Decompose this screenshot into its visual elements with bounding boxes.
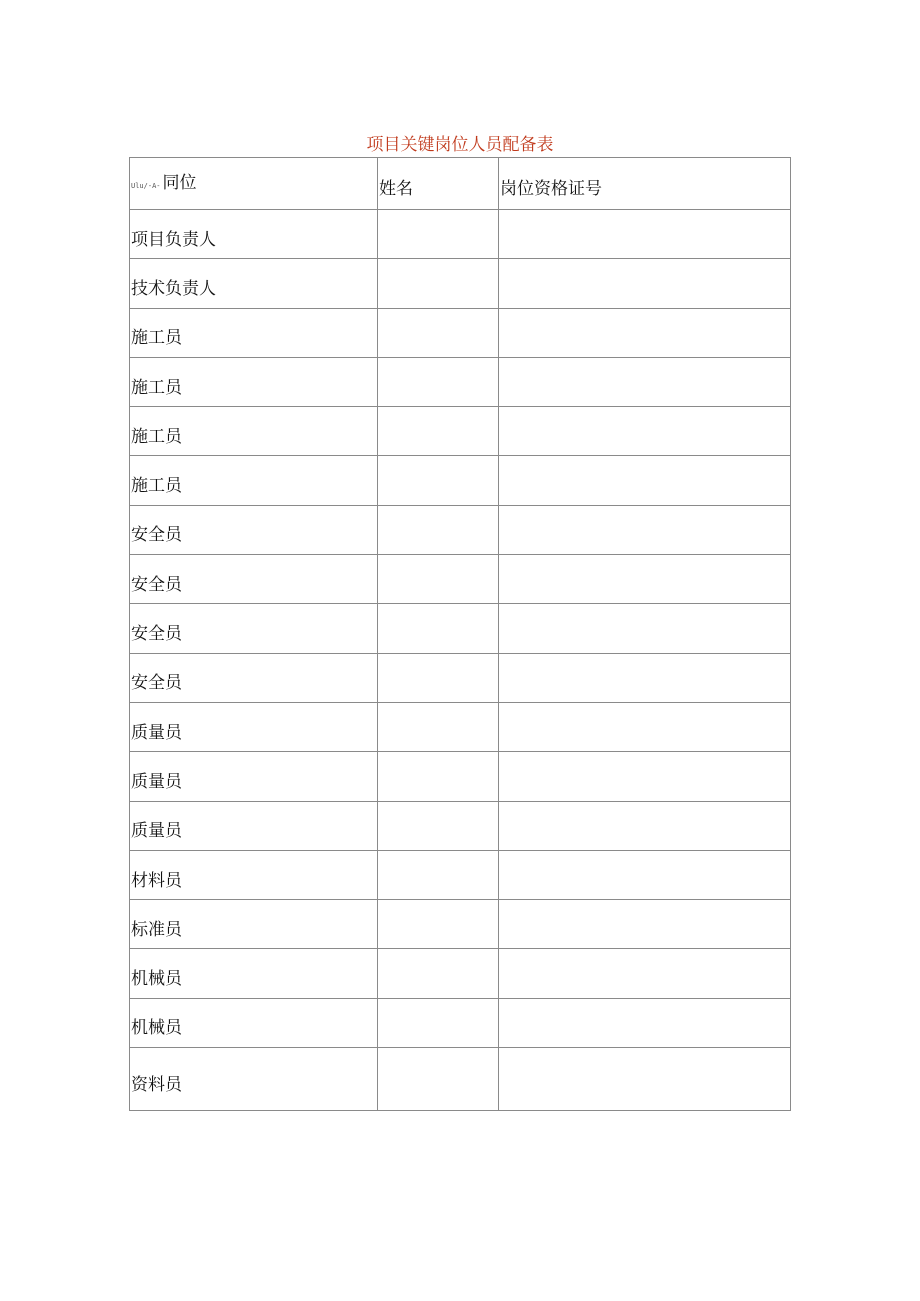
cert-cell[interactable]: [499, 357, 791, 406]
position-cell-text: 施工员: [131, 476, 182, 497]
name-cell[interactable]: [378, 456, 499, 505]
table-row: [130, 1048, 791, 1111]
header-cell-position: [130, 158, 378, 210]
position-cell-text: 材料员: [131, 870, 182, 891]
table-header-row: [130, 158, 791, 210]
name-cell[interactable]: [378, 210, 499, 259]
table-row: [130, 505, 791, 554]
header-position-label: 同位: [162, 173, 197, 193]
position-cell: [130, 604, 378, 653]
position-cell-text: 施工员: [131, 426, 182, 447]
header-prefix-text: Ulu/-A-: [131, 182, 161, 190]
cert-cell[interactable]: [499, 1048, 791, 1111]
cert-cell[interactable]: [499, 850, 791, 899]
table-row: [130, 210, 791, 259]
name-cell[interactable]: [378, 604, 499, 653]
cert-cell[interactable]: [499, 604, 791, 653]
cert-cell[interactable]: [499, 801, 791, 850]
cert-cell[interactable]: [499, 949, 791, 998]
cert-cell[interactable]: [499, 210, 791, 259]
position-cell-text: 标准员: [131, 919, 182, 940]
header-cell-name: [378, 158, 499, 210]
header-name-label: 姓名: [379, 179, 413, 199]
table-row: [130, 653, 791, 702]
position-cell-text: 安全员: [131, 624, 182, 645]
table-row: [130, 308, 791, 357]
position-cell: [130, 555, 378, 604]
name-cell[interactable]: [378, 998, 499, 1047]
table-row: [130, 850, 791, 899]
table-row: [130, 555, 791, 604]
name-cell[interactable]: [378, 801, 499, 850]
position-cell: [130, 357, 378, 406]
cert-cell[interactable]: [499, 407, 791, 456]
position-cell-text: 项目负责人: [131, 229, 216, 250]
position-cell: [130, 1048, 378, 1111]
position-cell: [130, 949, 378, 998]
name-cell[interactable]: [378, 555, 499, 604]
name-cell[interactable]: [378, 653, 499, 702]
name-cell[interactable]: [378, 900, 499, 949]
table-row: [130, 357, 791, 406]
name-cell[interactable]: [378, 850, 499, 899]
position-cell: [130, 850, 378, 899]
position-cell-text: 质量员: [131, 771, 182, 792]
header-cell-cert: [499, 158, 791, 210]
header-cert-label: 岗位资格证号: [500, 179, 602, 199]
position-cell: [130, 801, 378, 850]
table-row: [130, 604, 791, 653]
cert-cell[interactable]: [499, 702, 791, 751]
position-cell: [130, 259, 378, 308]
table-row: [130, 259, 791, 308]
position-cell-text: 机械员: [131, 969, 182, 990]
table-row: [130, 407, 791, 456]
position-cell: [130, 900, 378, 949]
cert-cell[interactable]: [499, 900, 791, 949]
position-cell: [130, 407, 378, 456]
name-cell[interactable]: [378, 407, 499, 456]
cert-cell[interactable]: [499, 308, 791, 357]
position-cell-text: 机械员: [131, 1018, 182, 1039]
cert-cell[interactable]: [499, 505, 791, 554]
cert-cell[interactable]: [499, 653, 791, 702]
name-cell[interactable]: [378, 702, 499, 751]
document-title: 项目关键岗位人员配备表: [366, 135, 554, 155]
position-cell: [130, 702, 378, 751]
position-cell-text: 质量员: [131, 722, 182, 743]
position-cell: [130, 653, 378, 702]
position-cell: [130, 210, 378, 259]
cert-cell[interactable]: [499, 456, 791, 505]
cert-cell[interactable]: [499, 998, 791, 1047]
name-cell[interactable]: [378, 259, 499, 308]
name-cell[interactable]: [378, 505, 499, 554]
table-row: [130, 900, 791, 949]
table-row: [130, 801, 791, 850]
position-cell-text: 施工员: [131, 328, 182, 349]
position-cell: [130, 505, 378, 554]
position-cell: [130, 308, 378, 357]
position-cell-text: 资料员: [131, 1074, 182, 1095]
position-cell-text: 安全员: [131, 673, 182, 694]
name-cell[interactable]: [378, 308, 499, 357]
cert-cell[interactable]: [499, 259, 791, 308]
staff-table: [129, 157, 791, 1111]
table-row: [130, 456, 791, 505]
name-cell[interactable]: [378, 357, 499, 406]
name-cell[interactable]: [378, 752, 499, 801]
table-row: [130, 702, 791, 751]
table-row: [130, 752, 791, 801]
position-cell-text: 安全员: [131, 574, 182, 595]
position-cell: [130, 752, 378, 801]
cert-cell[interactable]: [499, 752, 791, 801]
position-cell-text: 技术负责人: [131, 278, 216, 299]
cert-cell[interactable]: [499, 555, 791, 604]
position-cell-text: 安全员: [131, 525, 182, 546]
table-row: [130, 998, 791, 1047]
position-cell: [130, 456, 378, 505]
position-cell-text: 施工员: [131, 377, 182, 398]
position-cell-text: 质量员: [131, 821, 182, 842]
position-cell: [130, 998, 378, 1047]
name-cell[interactable]: [378, 949, 499, 998]
name-cell[interactable]: [378, 1048, 499, 1111]
table-row: [130, 949, 791, 998]
